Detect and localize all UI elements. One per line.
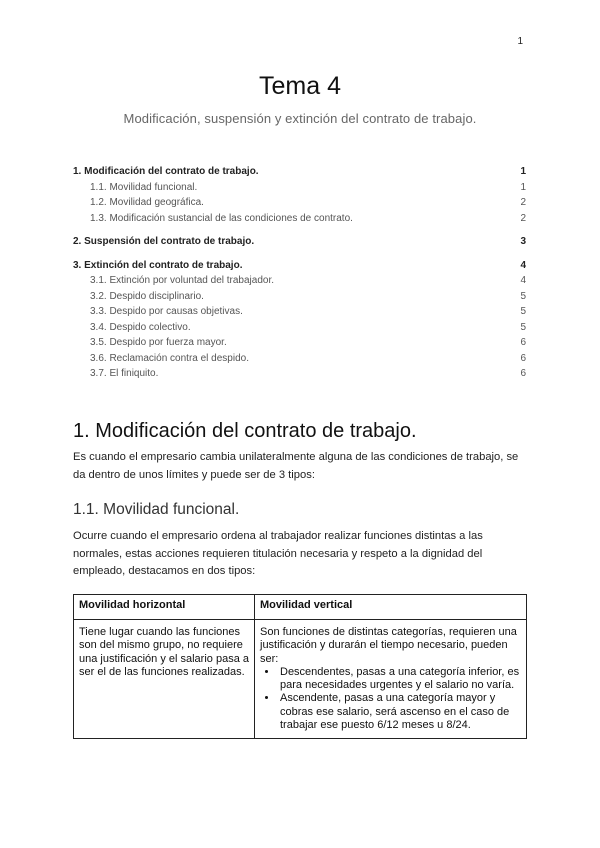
- toc-entry-1-2[interactable]: [73, 195, 526, 211]
- toc-entry-label: 3. Extinción del contrato de trabajo.: [73, 259, 243, 271]
- table-cell-horizontal: Tiene lugar cuando las funciones son del mismo grupo, no requiere una justificación y el salario pasa a ser el de las funciones realizadas.: [74, 620, 255, 739]
- toc-entry-page: 1: [520, 181, 526, 193]
- toc-entry-label: 1.3. Modificación sustancial de las condiciones de contrato.: [90, 212, 353, 224]
- toc-entry-1[interactable]: [73, 164, 526, 180]
- toc-entry-label: 3.7. El finiquito.: [90, 368, 159, 379]
- toc-entry-3-5[interactable]: [73, 335, 526, 351]
- toc-entry-label: 3.2. Despido disciplinario.: [90, 290, 204, 302]
- table-of-contents: [73, 164, 526, 382]
- vertical-intro: Son funciones de distintas categorías, requieren una justificación y durarán el tiempo necesario, pueden ser:: [260, 626, 517, 665]
- section-1-1-paragraph: Ocurre cuando el empresario ordena al trabajador realizar funciones distintas a las normales, estas acciones requieren titulación necesaria y respeto a la dignidad del empleado, destacamos en dos tipos:: [73, 530, 483, 577]
- toc-entry-page: 2: [520, 197, 526, 208]
- toc-entry-label: 1.1. Movilidad funcional.: [90, 181, 198, 193]
- toc-entry-1-3[interactable]: [73, 211, 526, 227]
- toc-entry-label: 3.5. Despido por fuerza mayor.: [90, 337, 227, 348]
- toc-entry-page: 4: [520, 259, 526, 271]
- table-header-horizontal: Movilidad horizontal: [74, 595, 255, 620]
- toc-entry-page: 1: [520, 166, 526, 177]
- toc-entry-label: 1. Modificación del contrato de trabajo.: [73, 166, 259, 177]
- toc-entry-page: 6: [520, 337, 526, 348]
- section-1-heading: 1. Modificación del contrato de trabajo.: [73, 420, 417, 442]
- toc-entry-label: 3.1. Extinción por voluntad del trabajador.: [90, 275, 275, 286]
- toc-entry-page: 6: [520, 368, 526, 379]
- document-subtitle: Modificación, suspensión y extinción del contrato de trabajo.: [123, 111, 477, 126]
- page-number: 1: [517, 36, 523, 47]
- toc-entry-page: 2: [520, 212, 526, 224]
- toc-entry-3-6[interactable]: [73, 351, 526, 367]
- toc-entry-3[interactable]: [73, 258, 526, 274]
- section-1-paragraph: Es cuando el empresario cambia unilateralmente alguna de las condiciones de trabajo, se da dentro de unos límites y puede ser de 3 tipos:: [73, 451, 519, 481]
- mobility-table: [73, 594, 527, 739]
- toc-entry-page: 6: [520, 352, 526, 364]
- toc-entry-3-2[interactable]: [73, 289, 526, 305]
- section-1-1-heading: 1.1. Movilidad funcional.: [73, 501, 240, 518]
- toc-entry-label: 3.3. Despido por causas objetivas.: [90, 306, 243, 317]
- toc-entry-label: 3.4. Despido colectivo.: [90, 321, 191, 333]
- toc-entry-2[interactable]: [73, 234, 526, 250]
- toc-entry-page: 4: [520, 275, 526, 286]
- toc-entry-3-4[interactable]: [73, 320, 526, 336]
- table-cell-vertical: [255, 620, 527, 739]
- toc-entry-label: 2. Suspensión del contrato de trabajo.: [73, 236, 255, 247]
- document-title: Tema 4: [259, 72, 341, 100]
- toc-entry-3-7[interactable]: [73, 366, 526, 382]
- toc-entry-1-1[interactable]: [73, 180, 526, 196]
- toc-entry-page: 5: [520, 290, 526, 302]
- toc-entry-3-1[interactable]: [73, 273, 526, 289]
- toc-entry-page: 3: [520, 236, 526, 247]
- table-header-vertical: Movilidad vertical: [255, 595, 527, 620]
- toc-entry-label: 3.6. Reclamación contra el despido.: [90, 352, 249, 364]
- toc-entry-label: 1.2. Movilidad geográfica.: [90, 197, 204, 208]
- toc-entry-3-3[interactable]: [73, 304, 526, 320]
- toc-entry-page: 5: [520, 306, 526, 317]
- toc-entry-page: 5: [520, 321, 526, 333]
- vertical-types-list: [260, 666, 521, 732]
- list-item-descendentes: • Descendentes, pasas a una categoría inferior, es para necesidades urgentes y el salario no varía.: [278, 666, 521, 693]
- list-item-ascendente: • Ascendente, pasas a una categoría mayor y cobras ese salario, será ascenso en el caso de trabajar ese puesto 6/12 meses u 8/24.: [278, 692, 521, 732]
